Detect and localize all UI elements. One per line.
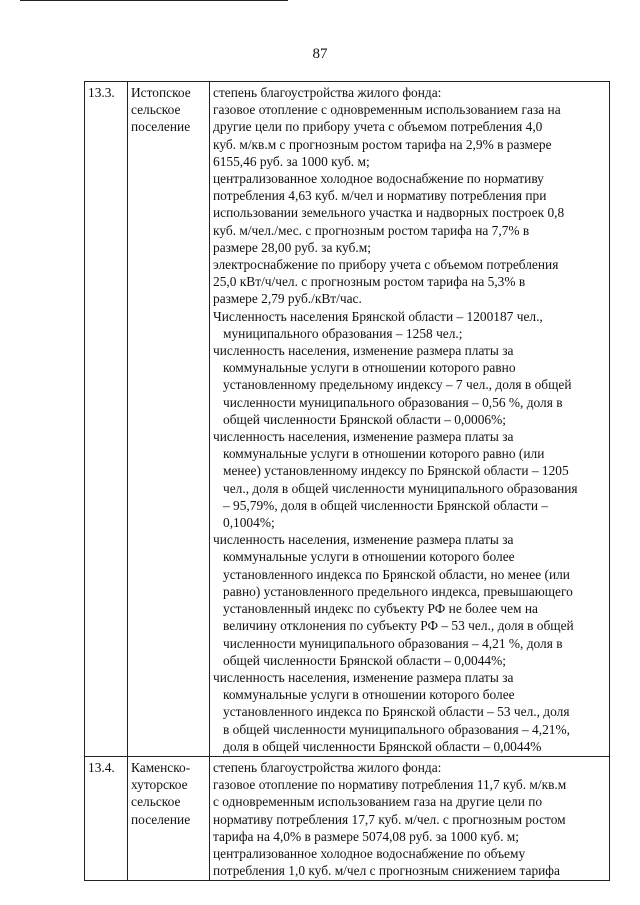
description-line: потребления 4,63 куб. м/чел и нормативу потребления при [213, 188, 547, 204]
description-line: общей численности Брянской области – 0,0006%; [223, 411, 506, 427]
description-line: централизованное холодное водоснабжение по объему [213, 845, 526, 861]
description-line: степень благоустройства жилого фонда: [213, 759, 442, 775]
settlement-name-line: поселение [131, 119, 191, 135]
description-line: установленного индекса по Брянской области – 53 чел., доля [223, 704, 570, 720]
description-line: размере 28,00 руб. за куб.м; [213, 239, 371, 255]
description-line: размере 2,79 руб./кВт/час. [213, 291, 362, 307]
settlement-name [128, 82, 210, 757]
table-row [85, 756, 610, 880]
description-line: коммунальные услуги в отношении которого более [223, 687, 515, 703]
description-line: общей численности Брянской области – 0,0044%; [223, 652, 506, 668]
description-line: потребления 1,0 куб. м/чел с прогнозным снижением тарифа [213, 863, 560, 879]
description-line: чел., доля в общей численности муниципального образования [223, 480, 578, 496]
description-line: в общей численности муниципального образования – 4,21%, [223, 721, 570, 737]
description-line: установленного индекса по Брянской области, но менее (или [223, 566, 570, 582]
page-number: 87 [312, 46, 328, 62]
description-line: степень благоустройства жилого фонда: [213, 85, 442, 100]
description-line: использовании земельного участка и надворных построек 0,8 [213, 205, 565, 221]
description-line: коммунальные услуги в отношении которого равно (или [223, 446, 545, 462]
description-line: величину отклонения по субъекту РФ – 53 чел., доля в общей [223, 618, 574, 634]
description-line: менее) установленному индексу по Брянской области – 1205 [223, 463, 569, 479]
settlement-name-line: поселение [131, 811, 191, 827]
description-line: – 95,79%, доля в общей численности Брянской области – [223, 497, 549, 513]
description-line: численность населения, изменение размера платы за [213, 429, 514, 445]
settlement-name-line: хуторское [131, 777, 188, 793]
table-row [85, 82, 610, 757]
top-rule [20, 0, 288, 1]
document-table [84, 81, 610, 881]
description-cell [210, 756, 610, 880]
description-line: установленному предельному индексу – 7 чел., доля в общей [223, 377, 572, 393]
row-number: 13.4. [85, 756, 128, 880]
description-cell [210, 82, 610, 757]
description-line: равно) установленного предельного индекса, превышающего [223, 583, 573, 599]
description-line: коммунальные услуги в отношении которого равно [223, 360, 516, 376]
description-line: Численность населения Брянской области – 1200187 чел., [213, 308, 543, 324]
settlement-name-line: сельское [131, 102, 181, 118]
description-line: куб. м/чел./мес. с прогнозным ростом тарифа на 7,7% в [213, 222, 530, 238]
description-line: численность населения, изменение размера платы за [213, 669, 514, 685]
description-line: 6155,46 руб. за 1000 куб. м; [213, 153, 370, 169]
settlement-name-line: Истопское [131, 85, 191, 100]
description-line: муниципального образования – 1258 чел.; [223, 325, 463, 341]
description-line: 25,0 кВт/ч/чел. с прогнозным ростом тарифа на 5,3% в [213, 274, 526, 290]
settlement-name-line: Каменско- [131, 759, 191, 775]
description-line: централизованное холодное водоснабжение по нормативу [213, 171, 544, 187]
description-line: численности муниципального образования – 0,56 %, доля в [223, 394, 563, 410]
description-line: нормативу потребления 17,7 куб. м/чел. с прогнозным ростом [213, 811, 566, 827]
description-line: коммунальные услуги в отношении которого более [223, 549, 515, 565]
description-line: 0,1004%; [223, 515, 275, 531]
description-line: с одновременным использованием газа на другие цели по [213, 794, 543, 810]
settlement-name [128, 756, 210, 880]
description-line: численность населения, изменение размера платы за [213, 532, 514, 548]
settlement-name-line: сельское [131, 794, 181, 810]
description-line: куб. м/кв.м с прогнозным ростом тарифа на 2,9% в размере [213, 136, 552, 152]
table-body [85, 82, 610, 881]
description-line: электроснабжение по прибору учета с объемом потребления [213, 257, 559, 273]
description-line: доля в общей численности Брянской области – 0,0044% [223, 738, 542, 754]
description-line: численности муниципального образования – 4,21 %, доля в [223, 635, 563, 651]
row-number: 13.3. [85, 82, 128, 757]
description-line: газовое отопление по нормативу потребления 11,7 куб. м/кв.м [213, 777, 567, 793]
description-line: установленный индекс по субъекту РФ не более чем на [223, 601, 538, 617]
description-line: газовое отопление с одновременным использованием газа на [213, 102, 561, 118]
description-line: численность населения, изменение размера платы за [213, 343, 514, 359]
description-line: другие цели по прибору учета с объемом потребления 4,0 [213, 119, 543, 135]
description-line: тарифа на 4,0% в размере 5074,08 руб. за 1000 куб. м; [213, 828, 519, 844]
